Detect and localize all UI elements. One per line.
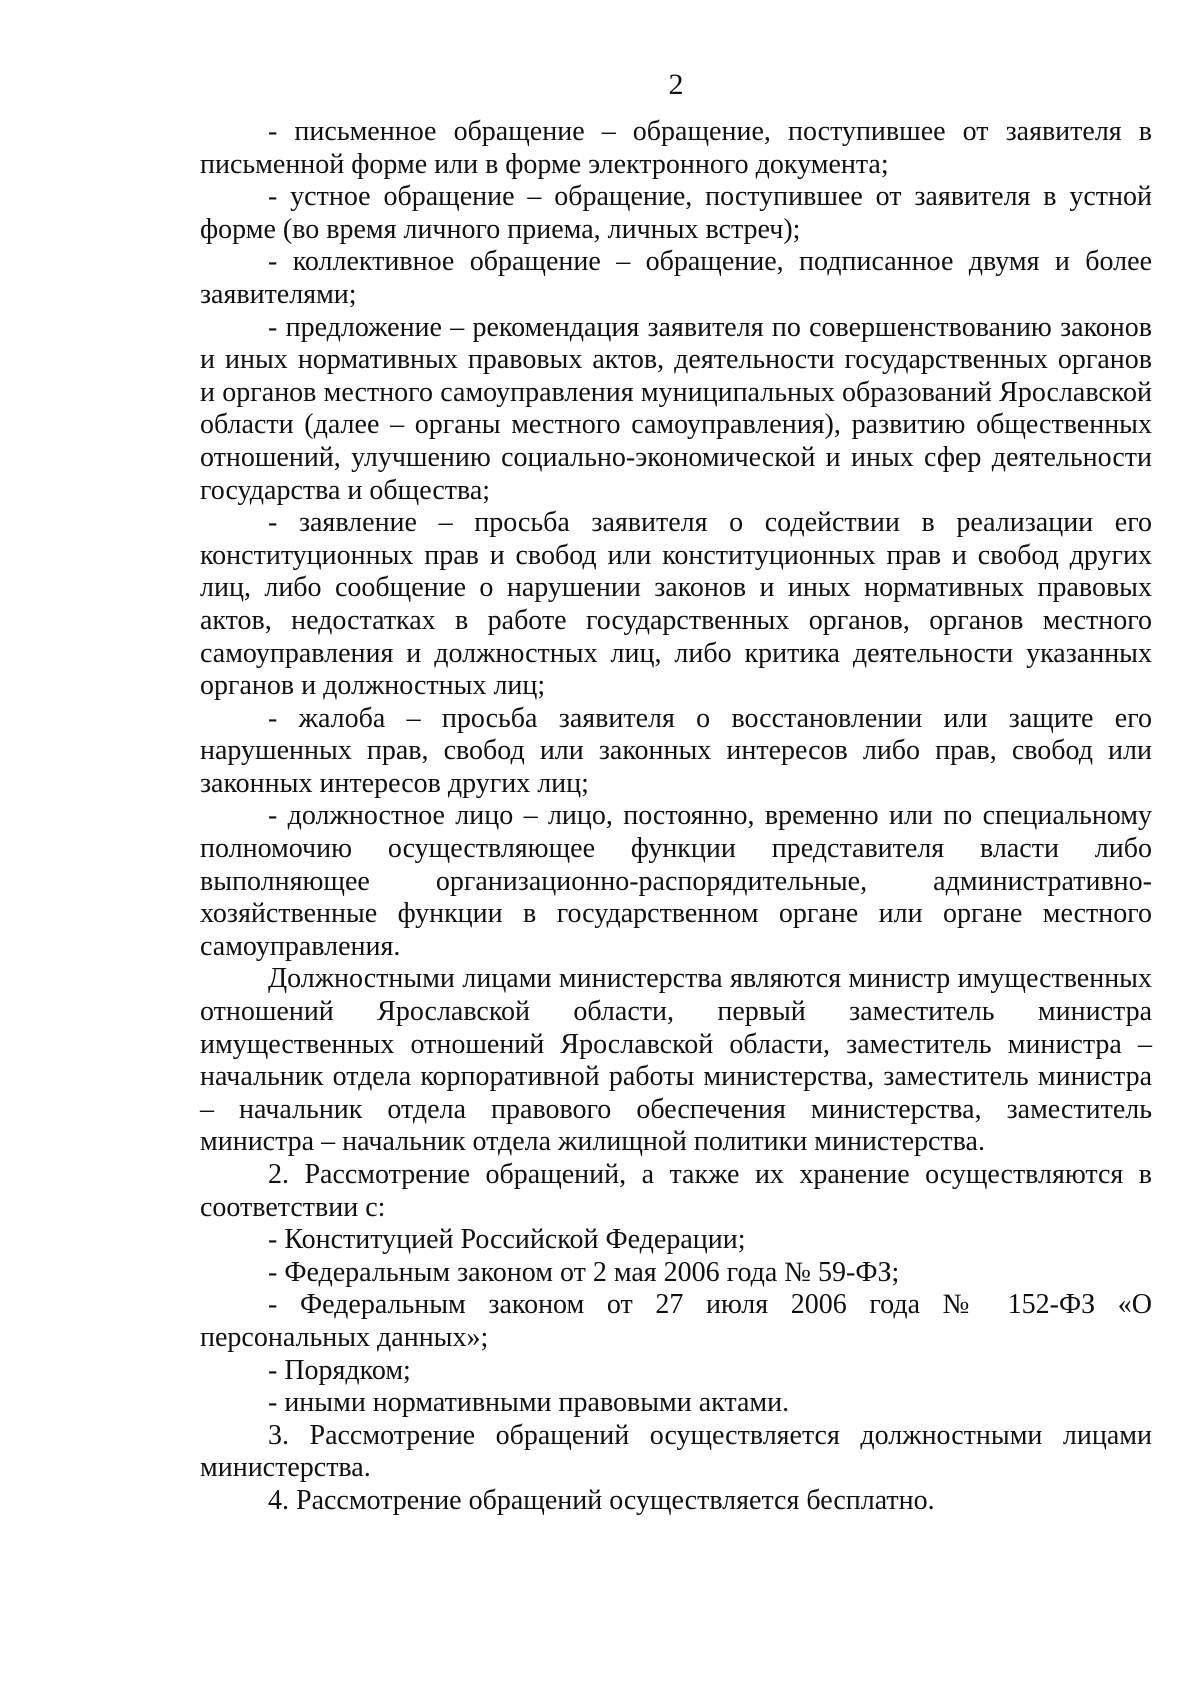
definition-oral-appeal: - устное обращение – обращение, поступившее от заявителя в устной форме (во время личного приема, личных встреч);	[200, 181, 1152, 245]
definition-collective-appeal: - коллективное обращение – обращение, подписанное двумя и более заявителями;	[200, 246, 1152, 310]
list-item-other-acts: - иными нормативными правовыми актами.	[268, 1387, 790, 1419]
definition-written-appeal: - письменное обращение – обращение, поступившее от заявителя в письменной форме или в форме электронного документа;	[200, 116, 1152, 180]
definition-official: - должностное лицо – лицо, постоянно, временно или по специальному полномочию осуществляющее функции представителя власти либо выполняющее организационно-распорядительные, административно-хозяйственные функции в государственном органе или органе местного самоуправления.	[200, 800, 1152, 962]
document-body	[200, 116, 1152, 1518]
list-item-federal-law-152: - Федеральным законом от 27 июля 2006 года № 152-ФЗ «О персональных данных»;	[200, 1289, 1152, 1353]
section-4: 4. Рассмотрение обращений осуществляется бесплатно.	[268, 1484, 935, 1516]
section-2-intro: 2. Рассмотрение обращений, а также их хранение осуществляются в соответствии с:	[200, 1159, 1152, 1223]
ministry-officials-paragraph: Должностными лицами министерства являются министр имущественных отношений Ярославской области, первый заместитель министра имущественных отношений Ярославской области, заместитель министра – начальник отдела корпоративной работы министерства, заместитель министра – начальник отдела правового обеспечения министерства, заместитель министра – начальник отдела жилищной политики министерства.	[200, 963, 1152, 1158]
page-number: 2	[668, 68, 684, 101]
definition-proposal: - предложение – рекомендация заявителя по совершенствованию законов и иных нормативных правовых актов, деятельности государственных органов и органов местного самоуправления муниципальных образований Ярославской области (далее – органы местного самоуправления), развитию общественных отношений, улучшению социально-экономической и иных сфер деятельности государства и общества;	[200, 311, 1152, 506]
list-item-constitution: - Конституцией Российской Федерации;	[268, 1224, 746, 1256]
section-3: 3. Рассмотрение обращений осуществляется должностными лицами министерства.	[200, 1419, 1152, 1484]
list-item-federal-law-59: - Федеральным законом от 2 мая 2006 года № 59-ФЗ;	[268, 1256, 900, 1288]
definition-complaint: - жалоба – просьба заявителя о восстановлении или защите его нарушенных прав, свобод или законных интересов либо прав, свобод или законных интересов других лиц;	[200, 702, 1152, 799]
definition-statement: - заявление – просьба заявителя о содействии в реализации его конституционных прав и свобод или конституционных прав и свобод других лиц, либо сообщение о нарушении законов и иных нормативных правовых актов, недостатках в работе государственных органов, органов местного самоуправления и должностных лиц, либо критика деятельности указанных органов и должностных лиц;	[200, 507, 1152, 702]
list-item-procedure: - Порядком;	[268, 1354, 411, 1386]
